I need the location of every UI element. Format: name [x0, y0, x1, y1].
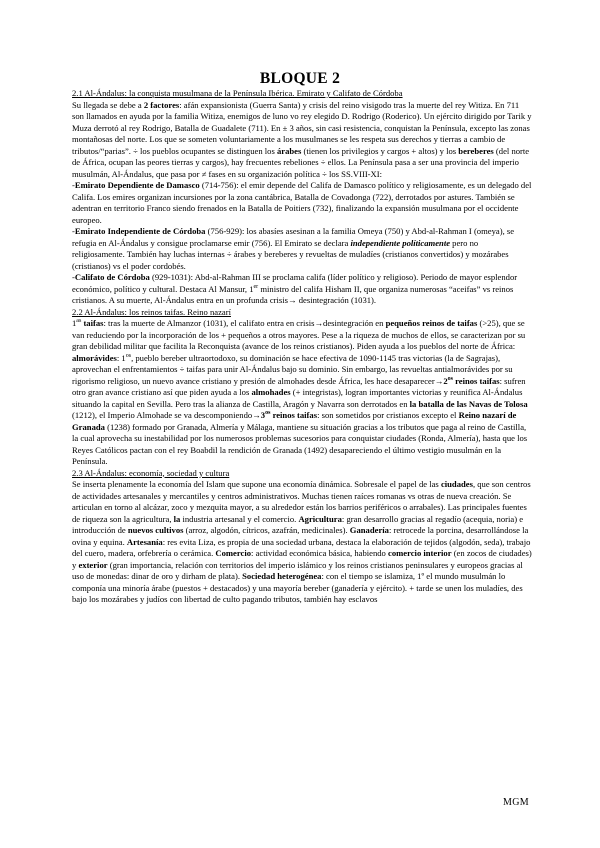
bold-text: 3 [260, 410, 266, 420]
text-run: - [72, 272, 75, 282]
text-run: pero no religiosamente. También hay luchas internas ÷ árabes y bereberes y revueltas de muladíes (cristianos convertidos) y mozárabes (cristianos) vs el poder cordobés. [72, 237, 509, 271]
text-run: Se inserta plenamente la economía del Islam que supone una economía dinámica. Sobresale el papel de las [72, 479, 441, 489]
bold-text: reinos taifas [452, 375, 500, 386]
text-run: os [125, 352, 132, 359]
page-title: BLOQUE 2 [259, 70, 341, 87]
text-run: (arroz, algodón, cítricos, azafrán, medicinales). [183, 525, 350, 535]
text-run: : res evita Liza, es propia de una sociedad urbana, destaca la elaboración de tejidos (algodón, seda), trabajo del cuero, madera, orfebrería o cerámica. [72, 536, 531, 558]
text-run: (+ integristas), logran importantes victorias y reunifica Al-Ándalus situando la capital en Sevilla. Pero tras la alianza de Castilla, Aragón y Navarra son derrotados en [72, 387, 523, 409]
text-run: (en zocos de ciudades) y [72, 548, 532, 570]
bold-text: almorávides [72, 352, 117, 363]
page-footer-initials: MGM [503, 797, 529, 808]
section-heading: 2.1 Al-Ándalus: la conquista musulmana de la Península Ibérica. Emirato y Califato de Córdoba [72, 88, 403, 98]
bold-text: Agricultura [298, 513, 342, 524]
text-run: : tras la muerte de Almanzor (1031), el califato entra en crisis→desintegración en [103, 318, 386, 328]
section-paragraph [72, 226, 532, 272]
section-paragraph [72, 272, 532, 307]
text-run: - [72, 180, 75, 190]
bold-text: nuevos cultivos [127, 525, 184, 535]
bold-text: Reino nazarí de Granada [72, 410, 517, 432]
bold-text: independiente políticamente [350, 237, 451, 248]
section-paragraph [72, 100, 532, 181]
section-heading: 2.2 Al-Ándalus: los reinos taifas. Reino nazarí [72, 306, 231, 317]
text-run: : son sometidos por cristianos excepto el [317, 410, 459, 420]
text-run: (1238) formado por Granada, Almería y Málaga, mantiene su situación gracias a los tributos que paga al reino de Castilla, la cual aprovecha su inestabilidad por los numerosos problemas sucesorios para conquistar ciudades (Ronda, Almería), hasta que los Reyes Católicos pactan con el rey Boabdil la rendición de Granada (1492) desapareciendo el último vestigio musulmán en la Península. [72, 421, 528, 466]
section-paragraph [72, 318, 532, 468]
text-run: as [76, 318, 82, 325]
text-run: (gran importancia, relación con territorios del imperio islámico y los reinos cristianos peninsulares y europeos gracias al uso de monedas: dinar de oro y dirham de plata). [72, 559, 523, 581]
bold-text: Comercio [215, 548, 252, 558]
text-run: : gran desarrollo gracias al regadío (acequia, noria) e introducción de [72, 513, 524, 535]
text-run: Su llegada se debe a [72, 99, 144, 110]
text-run: : actividad económica básica, habiendo [251, 548, 388, 558]
section-heading: 2.3 Al-Ándalus: economía, sociedad y cultura [72, 467, 230, 478]
bold-text: Emirato Independiente de Córdoba [74, 226, 206, 236]
text-run: (756-929): los abasíes asesinan a la familia Omeya (750) y Abd-al-Rahman I (omeya), se refugia en Al-Ándalus y consigue proclamarse emir (756). El Emirato se declara [72, 226, 515, 248]
bold-text: Califato de Córdoba [74, 272, 150, 282]
bold-text: ciudades [440, 479, 473, 489]
bold-text: 2 [443, 375, 448, 386]
text-run: : retrocede la porcina, desarrollándose la ovina y equina. [72, 525, 529, 547]
bold-text: os [447, 375, 453, 382]
text-run: : afán expansionista (Guerra Santa) y crisis del reino visigodo tras la muerte del rey Witiza. En 711 son llamados en ayuda por la familia Witiza, enemigos de luno vo rey elegido D. Rodrigo (Roderico). Un ejército dirigido por Tarik y Muza derrotó al rey Rodrigo, Batalla de Guadalete (711). En ± 3 años, sin casi resistencia, conquistan la Península, excepto las zonas montañosas del norte. Los que se someten voluntariamente a los musulmanes se les respeta sus derechos y tierras a cambio de tributos/“parias”. ÷ los pueblos ocupantes se distinguen los [72, 99, 532, 156]
text-run: (929-1031): Abd-al-Rahman III se proclama califa (líder político y religioso). Periodo de mayor esplendor económico, político y cultural. Destaca Al Mansur, 1 [72, 272, 518, 294]
bold-text: comercio interior [388, 548, 452, 558]
bold-text: almohades [251, 387, 291, 397]
text-run: : sufren otro gran avance cristiano así que piden ayuda a los [72, 375, 526, 397]
bold-text: Emirato Dependiente de Damasco [74, 180, 200, 190]
text-run: - [72, 226, 75, 236]
bold-text: 2 factores [143, 99, 180, 110]
bold-text: Ganadería [349, 525, 389, 535]
section-paragraph [72, 479, 532, 606]
text-run: industria artesanal y el comercio. [180, 513, 299, 524]
section-paragraph [72, 180, 532, 226]
text-run: , pueblo bereber ultraortodoxo, su dominación se hace efectiva de 1090-1145 tras victorias (la de Sagrajas), aprovechan el enfrentamientos ÷ taifas para unir Al-Ándalus bajo su dominio. Sin embargo, las revueltas antialmorávides por su rigorismo religioso, un nuevo avance cristiano y presión de almohades desde África, les hace desaparecer→ [72, 352, 513, 386]
bold-text: la batalla de las Navas de Tolosa [409, 398, 528, 409]
bold-text: bereberes [458, 145, 494, 156]
bold-text: exterior [78, 559, 108, 570]
bold-text: pequeños reinos de taifas [385, 318, 478, 328]
text-run: : 1 [116, 352, 126, 363]
document-body [72, 88, 532, 606]
text-run: (>25), que se van reduciendo por la incorporación de los + pequeños a otros mayores. Pese a la riqueza de muchos de ellos, se caracterizan por su gran debilidad militar que facilita la Reconquista (avance de los reinos cristianos). Piden ayuda a los pueblos del norte de África: [72, 318, 526, 351]
bold-text: taifas [81, 318, 104, 328]
bold-text: os [265, 410, 271, 417]
text-run: ministro del califa Hisham II, que organiza numerosas “aceifas” vs reinos cristianos. A su muerte, Al-Ándalus entra en un profunda crisis→ desintegración (1031). [72, 283, 514, 305]
text-run: 1 [72, 318, 77, 328]
bold-text: la [173, 513, 181, 524]
text-run: : con el tiempo se islamiza, 1º el mundo musulmán lo componía una minoría árabe (puestos + destacados) y una mayoría bereber (ganadería y ejército). + tarde se unen los muladíes, des bajo los mozárabes y judíos con libertad de culto pagando tributos, también hay esclavos [72, 571, 523, 604]
text-run: (del norte de África, ocupan las peores tierras y cargos), hay frecuentes rebeliones ÷ ellos. La Península pasa a ser una provincia del imperio musulmán, Al-Ándalus, que pasa por ≠ fases en su organización política ÷ los SS.VIII-XI: [72, 145, 530, 179]
text-run: (714-756): el emir depende del Califa de Damasco político y religiosamente, es un delegado del Califa. Los emires organizan incursiones por la zona cantábrica, Batalla de Covadonga (722), derrotados por astures. También se adentran en territorio Franco siendo frenados en la Batalla de Poitiers (732), finalizando la expansión musulmana por el occidente europeo. [72, 180, 532, 225]
text-run: , que son centros de actividades artesanales y mercantiles y centros administrativos. Muchas tienen raíces romanas vs otras de nueva creación. Se articulan en torno al alcázar, zoco y mezquita mayor, a su alrededor están los barrios periféricos o arrabales). Las principales fuentes de riqueza son la agricultura, [72, 479, 531, 524]
bold-text: árabes [276, 145, 302, 156]
text-run: (tienen los privilegios y cargos + altos) y los [301, 145, 459, 156]
text-run: er [253, 283, 259, 290]
bold-text: Sociedad heterogénea [242, 571, 322, 581]
bold-text: reinos taifas [270, 410, 318, 420]
bold-text: Artesanía [126, 536, 163, 547]
text-run: (1212), el Imperio Almohade se va descomponiendo→ [72, 410, 261, 420]
